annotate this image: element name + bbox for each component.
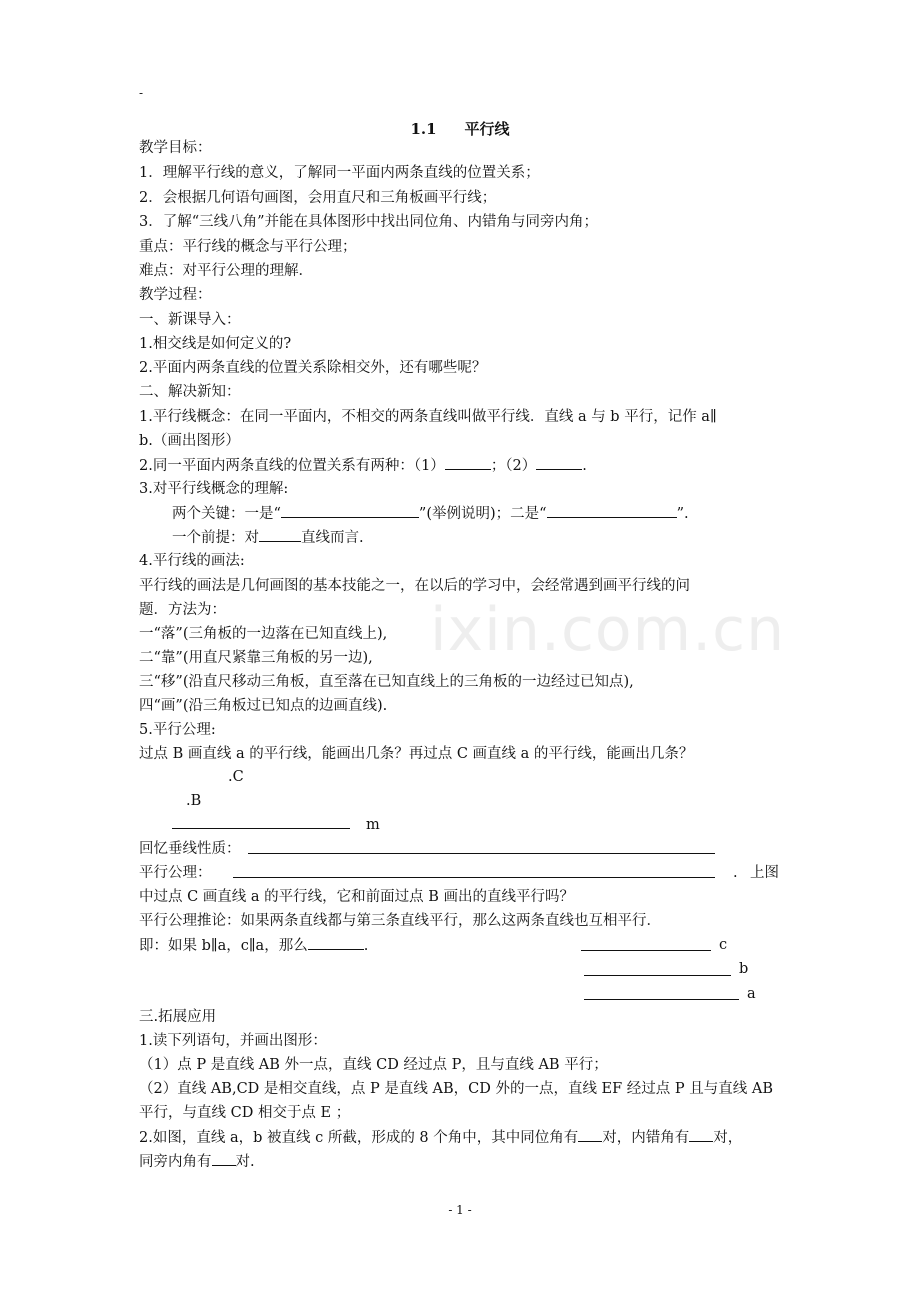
- position-relation-line: 2.同一平面内两条直线的位置关系有两种：（1） ；（2） .: [139, 455, 587, 476]
- step-3: 三“移”(沿直尺移动三角板，直至落在已知直线上的三角板的一边经过已知点),: [139, 674, 634, 690]
- exercise-2-cont: 同旁内角有 对.: [139, 1151, 255, 1172]
- section-2-heading: 二、解决新知：: [139, 384, 241, 400]
- line-b: [584, 975, 731, 976]
- section-1-heading: 一、新课导入：: [139, 312, 241, 328]
- exercise-1: 1.读下列语句，并画出图形：: [139, 1033, 327, 1049]
- key-point: 重点：平行线的概念与平行公理；: [139, 239, 357, 255]
- above-figure-text: 上图: [750, 865, 779, 881]
- concept-understanding: 3.对平行线概念的理解:: [139, 481, 289, 497]
- axiom-period: .: [733, 865, 738, 881]
- section-1-question-1: 1.相交线是如何定义的?: [139, 336, 292, 352]
- line-a: [584, 999, 739, 1000]
- difficult-point: 难点：对平行公理的理解．: [139, 263, 313, 279]
- title-text: 平行线: [464, 120, 510, 138]
- step-2: 二“靠”(用直尺紧靠三角板的另一边),: [139, 650, 373, 666]
- goals-heading: 教学目标：: [139, 140, 212, 156]
- recall-blank[interactable]: [248, 853, 715, 854]
- parallel-definition: 1.平行线概念：在同一平面内，不相交的两条直线叫做平行线．直线 a 与 b 平行，记作 a∥: [139, 409, 717, 425]
- exercise-1-part-1: （1）点 P 是直线 AB 外一点，直线 CD 经过点 P，且与直线 AB 平行；: [139, 1057, 608, 1073]
- point-c-label: .C: [228, 769, 244, 785]
- line-b-label: b: [739, 961, 749, 977]
- corollary-example: 即：如果 b∥a，c∥a，那么 .: [139, 935, 368, 956]
- axiom-question-2: 中过点 C 画直线 a 的平行线，它和前面过点 B 画出的直线平行吗？: [139, 889, 575, 905]
- page-number: - 1 -: [448, 1203, 472, 1217]
- answer-blank[interactable]: [308, 935, 364, 950]
- two-keys-line: 两个关键：一是“ ”(举例说明)；二是“ ”.: [172, 503, 689, 524]
- exercise-1-part-2-cont: 平行，与直线 CD 相交于点 E ；: [139, 1105, 351, 1121]
- answer-blank[interactable]: [259, 527, 301, 542]
- section-3-heading: 三.拓展应用: [139, 1009, 217, 1025]
- answer-blank[interactable]: [445, 455, 491, 470]
- answer-blank[interactable]: [547, 503, 677, 518]
- line-c-label: c: [719, 937, 728, 953]
- goal-3: 3．了解“三线八角”并能在具体图形中找出同位角、内错角与同旁内角；: [139, 214, 599, 230]
- goal-1: 1．理解平行线的意义，了解同一平面内两条直线的位置关系；: [139, 165, 540, 181]
- answer-blank[interactable]: [212, 1151, 236, 1166]
- drawing-method-intro-cont: 题．方法为：: [139, 602, 226, 618]
- answer-blank[interactable]: [689, 1127, 713, 1142]
- exercise-2: 2.如图，直线 a，b 被直线 c 所截，形成的 8 个角中，其中同位角有 对，内错角有 对，: [139, 1127, 742, 1148]
- answer-blank[interactable]: [578, 1127, 602, 1142]
- parallel-definition-cont: b.（画出图形）: [139, 433, 240, 449]
- axiom-label: 平行公理：: [139, 865, 212, 881]
- page-title: [0, 118, 920, 139]
- line-m: [172, 828, 350, 829]
- step-4: 四“画”(沿三角板过已知点的边画直线).: [139, 698, 388, 714]
- process-heading: 教学过程：: [139, 287, 212, 303]
- axiom-corollary: 平行公理推论：如果两条直线都与第三条直线平行，那么这两条直线也互相平行．: [139, 913, 661, 929]
- line-a-label: a: [747, 986, 756, 1002]
- recall-label: 回忆垂线性质：: [139, 841, 241, 857]
- header-mark: -: [139, 86, 144, 100]
- point-b-label: .B: [186, 793, 202, 809]
- section-1-question-2: 2.平面内两条直线的位置关系除相交外，还有哪些呢？: [139, 360, 487, 376]
- axiom-heading: 5.平行公理:: [139, 722, 216, 738]
- answer-blank[interactable]: [536, 455, 582, 470]
- exercise-1-part-2: （2）直线 AB,CD 是相交直线，点 P 是直线 AB，CD 外的一点，直线 EF 经过点 P 且与直线 AB: [139, 1081, 774, 1097]
- drawing-method-intro: 平行线的画法是几何画图的基本技能之一，在以后的学习中，会经常遇到画平行线的问: [139, 578, 690, 594]
- watermark: ixin.com.cn: [430, 595, 786, 665]
- line-c: [581, 950, 711, 951]
- premise-line: 一个前提：对 直线而言.: [172, 527, 364, 548]
- axiom-blank[interactable]: [233, 877, 715, 878]
- title-number: 1.1: [410, 120, 437, 138]
- axiom-question: 过点 B 画直线 a 的平行线，能画出几条？再过点 C 画直线 a 的平行线，能画出几条？: [139, 746, 694, 762]
- line-m-label: m: [366, 817, 380, 833]
- drawing-method-heading: 4.平行线的画法:: [139, 553, 245, 569]
- step-1: 一“落”(三角板的一边落在已知直线上),: [139, 626, 388, 642]
- goal-2: 2．会根据几何语句画图，会用直尺和三角板画平行线；: [139, 190, 497, 206]
- answer-blank[interactable]: [281, 503, 419, 518]
